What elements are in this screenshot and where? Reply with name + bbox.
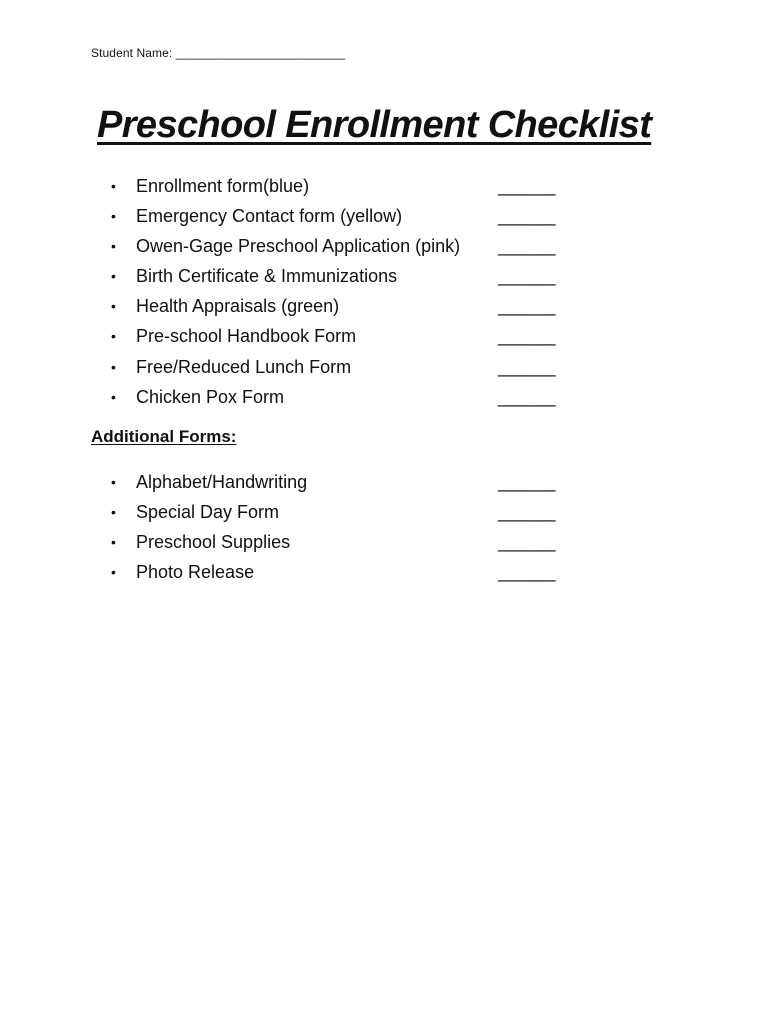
list-item	[0, 498, 770, 528]
check-blank[interactable]: ______	[498, 296, 556, 317]
bullet-icon: •	[111, 238, 116, 255]
list-item	[0, 468, 770, 498]
item-label: Emergency Contact form (yellow)	[136, 206, 403, 227]
item-label: Enrollment form(blue)	[136, 176, 310, 196]
item-label: Special Day Form	[136, 502, 280, 523]
list-item	[0, 292, 770, 322]
bullet-icon: •	[111, 298, 116, 315]
additional-forms-list	[0, 468, 770, 588]
item-label: Chicken Pox Form	[136, 386, 285, 407]
check-blank[interactable]: ______	[498, 176, 556, 196]
check-blank[interactable]: ______	[498, 562, 556, 583]
list-item	[0, 322, 770, 352]
item-label: Free/Reduced Lunch Form	[136, 356, 352, 377]
bullet-icon: •	[111, 268, 116, 285]
check-blank[interactable]: ______	[498, 266, 556, 287]
bullet-icon: •	[111, 534, 116, 551]
list-item	[0, 172, 770, 202]
item-label: Alphabet/Handwriting	[136, 472, 308, 492]
check-blank[interactable]: ______	[498, 532, 556, 553]
bullet-icon: •	[111, 208, 116, 225]
check-blank[interactable]: ______	[498, 386, 556, 407]
check-blank[interactable]: ______	[498, 472, 556, 492]
check-blank[interactable]: ______	[498, 356, 556, 377]
item-label: Owen-Gage Preschool Application (pink)	[136, 236, 461, 257]
bullet-icon: •	[111, 178, 116, 194]
list-item	[0, 383, 770, 413]
list-item	[0, 262, 770, 292]
bullet-icon: •	[111, 474, 116, 490]
list-item	[0, 558, 770, 588]
check-blank[interactable]: ______	[498, 502, 556, 523]
bullet-icon: •	[111, 328, 116, 345]
list-item	[0, 528, 770, 558]
item-label: Photo Release	[136, 562, 255, 583]
list-item	[0, 353, 770, 383]
check-blank[interactable]: ______	[498, 236, 556, 257]
page-title: Preschool Enrollment Checklist	[97, 104, 652, 146]
check-blank[interactable]: ______	[498, 206, 556, 227]
item-label: Pre-school Handbook Form	[136, 326, 357, 347]
bullet-icon: •	[111, 504, 116, 521]
list-item	[0, 202, 770, 232]
list-item	[0, 232, 770, 262]
bullet-icon: •	[111, 388, 116, 405]
check-blank[interactable]: ______	[498, 326, 556, 347]
additional-forms-heading: Additional Forms:	[91, 427, 237, 446]
student-name-line: Student Name: _________________________	[91, 46, 346, 60]
item-label: Preschool Supplies	[136, 532, 291, 553]
item-label: Health Appraisals (green)	[136, 296, 340, 317]
bullet-icon: •	[111, 358, 116, 375]
bullet-icon: •	[111, 564, 116, 581]
item-label: Birth Certificate & Immunizations	[136, 266, 398, 287]
checklist	[0, 172, 770, 413]
